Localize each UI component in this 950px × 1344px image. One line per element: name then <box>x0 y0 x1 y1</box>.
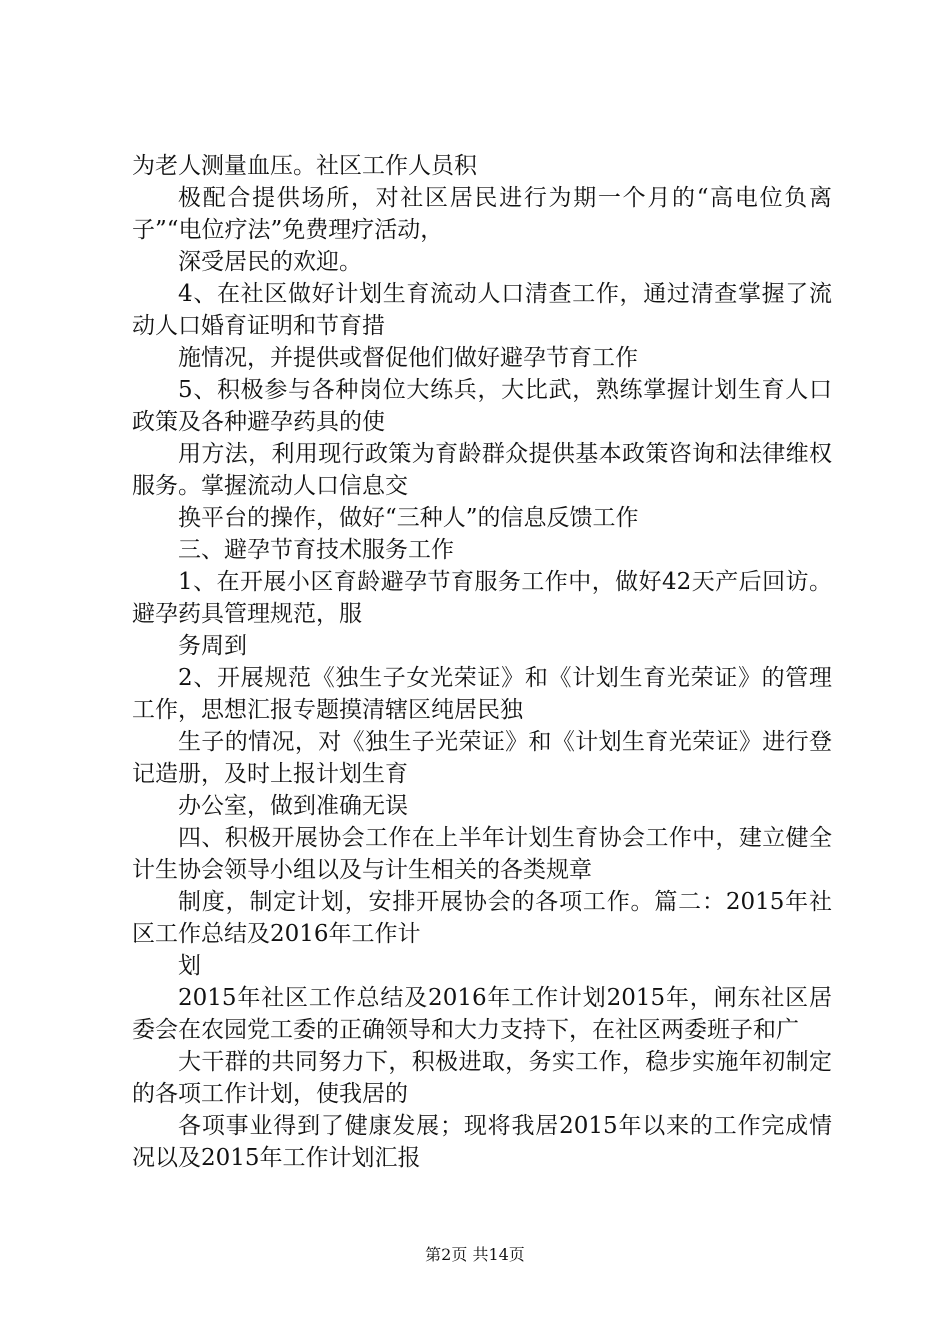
paragraph: 生子的情况，对《独生子光荣证》和《计划生育光荣证》进行登记造册，及时上报计划生育 <box>132 729 832 787</box>
paragraph: 施情况，并提供或督促他们做好避孕节育工作 <box>178 345 638 371</box>
paragraph: 2、开展规范《独生子女光荣证》和《计划生育光荣证》的管理工作，思想汇报专题摸清辖区纯居民独 <box>132 665 832 723</box>
paragraph: 四、积极开展协会工作在上半年计划生育协会工作中，建立健全计生协会领导小组以及与计生相关的各类规章 <box>132 825 832 883</box>
paragraph: 5、积极参与各种岗位大练兵，大比武，熟练掌握计划生育人口政策及各种避孕药具的使 <box>132 377 832 435</box>
document-body <box>132 150 832 1174</box>
paragraph: 各项事业得到了健康发展；现将我居2015年以来的工作完成情况以及2015年工作计划汇报 <box>132 1113 832 1171</box>
paragraph: 2015年社区工作总结及2016年工作计划2015年，闸东社区居委会在农园党工委的正确领导和大力支持下，在社区两委班子和广 <box>132 985 832 1043</box>
paragraph: 1、在开展小区育龄避孕节育服务工作中，做好42天产后回访。避孕药具管理规范，服 <box>132 569 832 627</box>
paragraph: 大干群的共同努力下，积极进取，务实工作，稳步实施年初制定的各项工作计划，使我居的 <box>132 1049 832 1107</box>
section-heading: 三、避孕节育技术服务工作 <box>178 537 454 563</box>
paragraph: 深受居民的欢迎。 <box>178 249 362 275</box>
paragraph: 为老人测量血压。社区工作人员积 <box>132 153 477 179</box>
paragraph: 换平台的操作，做好“三种人”的信息反馈工作 <box>178 505 639 531</box>
paragraph: 划 <box>178 953 201 979</box>
paragraph: 务周到 <box>178 633 247 659</box>
paragraph: 4、在社区做好计划生育流动人口清查工作，通过清查掌握了流动人口婚育证明和节育措 <box>132 281 832 339</box>
paragraph: 制度，制定计划，安排开展协会的各项工作。篇二：2015年社区工作总结及2016年工作计 <box>132 889 832 947</box>
page-number-footer: 第2页 共14页 <box>425 1245 525 1264</box>
paragraph: 办公室，做到准确无误 <box>178 793 408 819</box>
paragraph: 极配合提供场所，对社区居民进行为期一个月的“高电位负离子”“电位疗法”免费理疗活动， <box>132 185 832 243</box>
paragraph: 用方法，利用现行政策为育龄群众提供基本政策咨询和法律维权服务。掌握流动人口信息交 <box>132 441 832 499</box>
